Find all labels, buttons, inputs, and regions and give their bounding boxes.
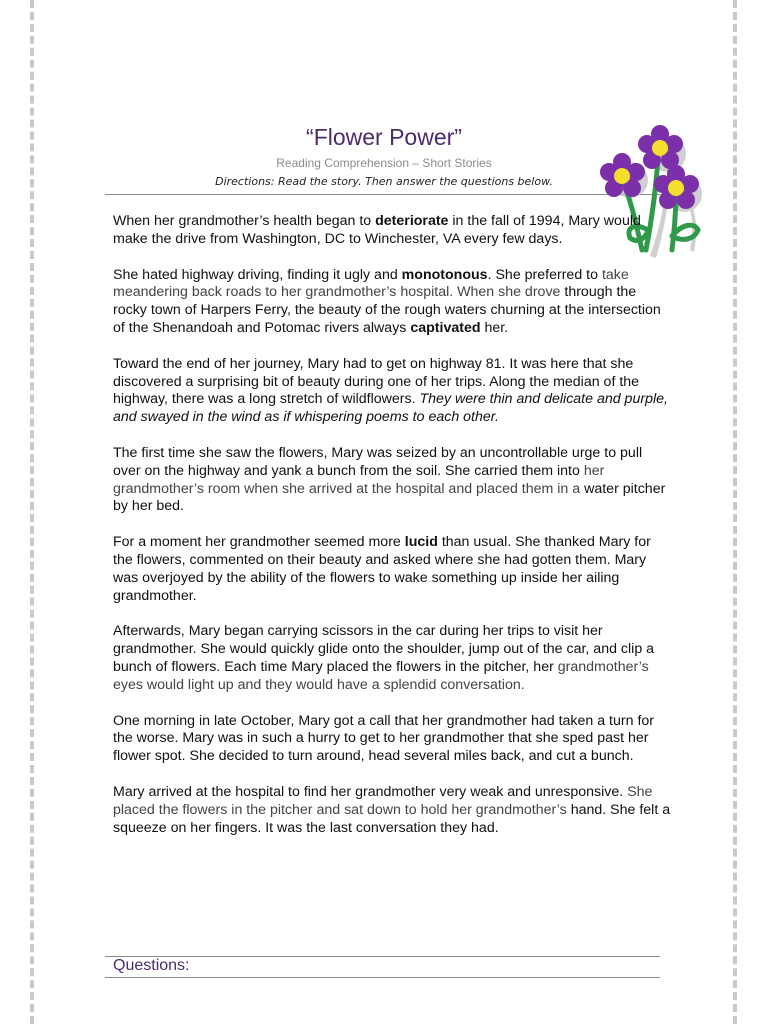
story-paragraph: One morning in late October, Mary got a call that her grandmother had taken a turn for the worse. Mary was in such a hurry to get to her grandmother that she sped past her flower spot. She decided to turn around, head several miles back, and cut a bunch. — [113, 712, 654, 765]
story-paragraph: She hated highway driving, finding it ugly and monotonous. She preferred to take meandering back roads to her grandmother’s hospital. When she drove through the rocky town of Harpers Ferry, the beauty of the rough waters churning at the intersection of the Shenandoah and Potomac rivers always captivated her. — [113, 266, 661, 336]
story-paragraph: The first time she saw the flowers, Mary was seized by an uncontrollable urge to pull over on the highway and yank a bunch from the soil. She carried them into her grandmother’s room when she arrived at the hospital and placed them in a water pitcher by her bed. — [113, 444, 666, 515]
story-paragraph: When her grandmother’s health began to deteriorate in the fall of 1994, Mary would make the drive from Washington, DC to Winchester, VA every few days. — [113, 213, 641, 247]
vocab-word: deteriorate — [375, 213, 449, 229]
vocab-word: captivated — [410, 319, 481, 336]
page-border-right — [733, 0, 737, 1024]
questions-heading: Questions: — [113, 957, 190, 974]
directions-text: Directions: Read the story. Then answer the questions below. — [215, 175, 553, 188]
story-paragraph: Toward the end of her journey, Mary had to get on highway 81. It was here that she discovered a surprising bit of beauty during one of her trips. Along the median of the highway, there was a long stretch of wildflowers. They were thin and delicate and purple, and swayed in the wind as if whispering poems to each other. — [113, 355, 668, 426]
page-border-left — [30, 0, 34, 1024]
story-body — [113, 213, 673, 855]
story-title: “Flower Power” — [306, 124, 462, 150]
vocab-word: lucid — [404, 534, 438, 551]
story-paragraph: Mary arrived at the hospital to find her grandmother very weak and unresponsive. She placed the flowers in the pitcher and sat down to hold her grandmother’s hand. She felt a squeeze on her fingers. It was the last conversation they had. — [113, 783, 671, 836]
story-paragraph: For a moment her grandmother seemed more lucid than usual. She thanked Mary for the flowers, commented on their beauty and asked where she had gotten them. Mary was overjoyed by the ability of the flowers to wake something up inside her ailing grandmother. — [113, 534, 651, 604]
questions-divider-bottom — [105, 977, 660, 978]
vocab-word: monotonous — [401, 266, 488, 283]
story-paragraph: Afterwards, Mary began carrying scissors in the car during her trips to visit her grandmother. She would quickly glide onto the shoulder, jump out of the car, and clip a bunch of flowers. Each time Mary placed the flowers in the pitcher, her grandmother’s eyes would light up and they would have a splendid conversation. — [113, 623, 655, 693]
story-subtitle: Reading Comprehension – Short Stories — [276, 156, 492, 170]
italic-passage: They were thin and delicate and purple, and swayed in the wind as if whispering poems to each other. — [113, 391, 668, 426]
header-divider — [105, 194, 660, 195]
